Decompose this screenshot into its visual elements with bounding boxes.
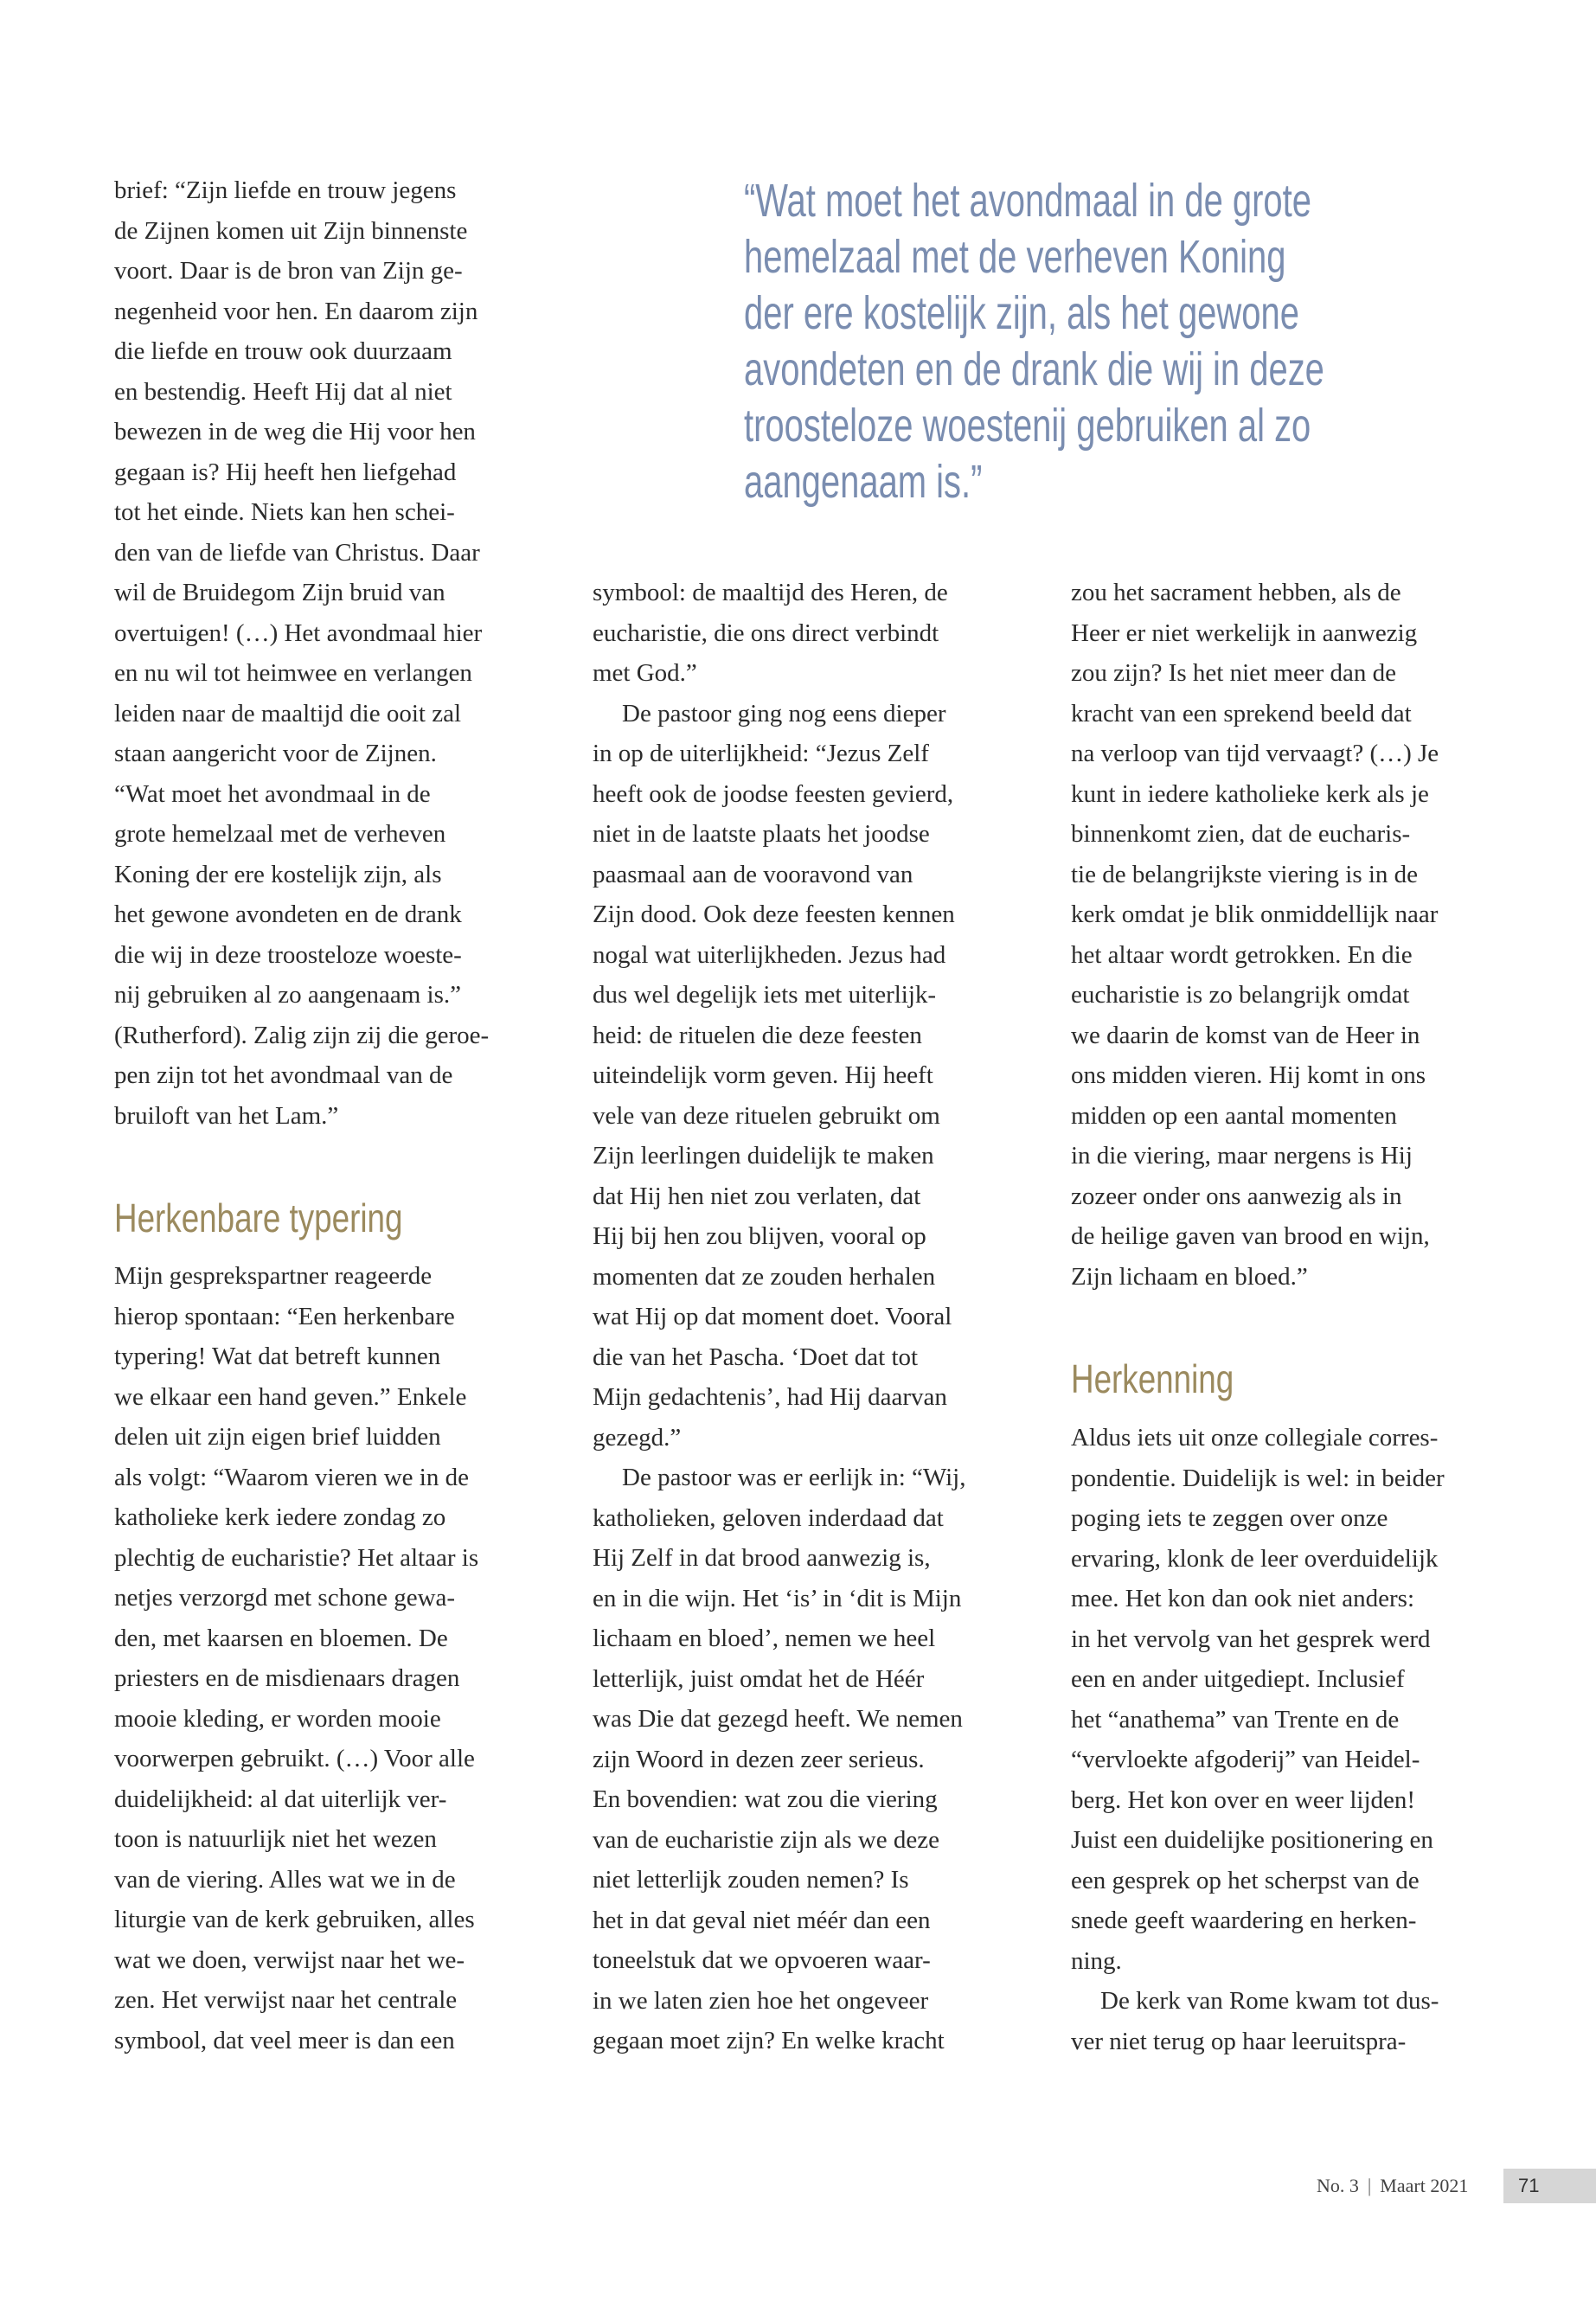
text-line: dus wel degelijk iets met uiterlijk-: [593, 981, 937, 1009]
issue-number: No. 3: [1317, 2175, 1359, 2196]
text-line: gezegd.”: [593, 1423, 682, 1452]
text-line: Aldus iets uit onze collegiale corres-: [1071, 1424, 1439, 1452]
text-line: gegaan moet zijn? En welke kracht: [593, 2027, 945, 2054]
text-line: plechtig de eucharistie? Het altaar is: [114, 1543, 479, 1572]
text-line: kunt in iedere katholieke kerk als je: [1071, 779, 1429, 808]
text-line: de Zijnen komen uit Zijn binnenste: [114, 216, 468, 245]
text-line: leiden naar de maaltijd die ooit zal: [114, 699, 462, 727]
text-line: nogal wat uiterlijkheden. Jezus had: [593, 940, 946, 969]
text-line: in het vervolg van het gesprek werd: [1071, 1625, 1431, 1653]
text-line: “vervloekte afgoderij” van Heidel-: [1071, 1746, 1420, 1773]
text-line: “Wat moet het avondmaal in de: [114, 779, 431, 808]
section-heading-herkenbare-typering: Herkenbare typering: [114, 1195, 403, 1240]
text-line: in we laten zien hoe het ongeveer: [593, 1986, 929, 2015]
text-line: (Rutherford). Zalig zijn zij die geroe-: [114, 1021, 490, 1049]
text-line: mooie kleding, er worden mooie: [114, 1704, 441, 1733]
text-line: met God.”: [593, 659, 697, 687]
text-line: typering! Wat dat betreft kunnen: [114, 1343, 441, 1370]
text-line: wil de Bruidegom Zijn bruid van: [114, 579, 445, 606]
text-line: wat we doen, verwijst naar het we-: [114, 1945, 465, 1974]
text-line: staan aangericht voor de Zijnen.: [114, 740, 437, 767]
text-line: binnenkomt zien, dat de eucharis-: [1071, 820, 1411, 848]
column-3-top: [1071, 573, 1538, 1297]
text-line: ervaring, klonk de leer overduidelijk: [1071, 1544, 1439, 1573]
pull-quote-line: hemelzaal met de verheven Koning: [744, 231, 1286, 283]
pull-quote-line: troosteloze woestenij gebruiken al zo: [744, 400, 1311, 452]
text-line: symbool, dat veel meer is dan een: [114, 2026, 455, 2054]
text-line: voorwerpen gebruikt. (…) Voor alle: [114, 1745, 475, 1772]
text-line: Juist een duidelijke positionering en: [1071, 1826, 1433, 1854]
pull-quote: [744, 173, 1529, 510]
text-line: hierop spontaan: “Een herkenbare: [114, 1302, 455, 1330]
text-line: in op de uiterlijkheid: “Jezus Zelf: [593, 740, 929, 767]
text-line: zozeer onder ons aanwezig als in: [1071, 1182, 1402, 1210]
text-line: katholieken, geloven inderdaad dat: [593, 1503, 944, 1532]
column-1-bottom: [114, 1256, 581, 2061]
page-number: 71: [1518, 2175, 1540, 2196]
text-line: De pastoor was er eerlijk in: “Wij,: [622, 1464, 966, 1491]
text-line: we elkaar een hand geven.” Enkele: [114, 1382, 467, 1411]
text-line: een en ander uitgediept. Inclusief: [1071, 1665, 1405, 1693]
text-line: nij gebruiken al zo aangenaam is.”: [114, 981, 462, 1009]
footer-separator: |: [1367, 2175, 1372, 2196]
issue-date: Maart 2021: [1380, 2175, 1469, 2196]
text-line: voort. Daar is de bron van Zijn ge-: [114, 257, 463, 285]
text-line: bruiloft van het Lam.”: [114, 1101, 339, 1130]
text-line: was Die dat gezegd heeft. We nemen: [593, 1705, 963, 1733]
text-line: heeft ook de joodse feesten gevierd,: [593, 779, 954, 808]
text-line: zen. Het verwijst naar het centrale: [114, 1986, 458, 2014]
text-line: die liefde en trouw ook duurzaam: [114, 337, 452, 365]
text-line: Zijn dood. Ook deze feesten kennen: [593, 901, 955, 928]
text-line: mee. Het kon dan ook niet anders:: [1071, 1585, 1415, 1612]
text-line: Zijn leerlingen duidelijk te maken: [593, 1142, 934, 1170]
text-line: poging iets te zeggen over onze: [1071, 1504, 1388, 1532]
text-line: katholieke kerk iedere zondag zo: [114, 1503, 446, 1531]
footer-issue-info: [1317, 2171, 1468, 2201]
text-line: paasmaal aan de vooravond van: [593, 860, 913, 888]
text-line: pen zijn tot het avondmaal van de: [114, 1061, 453, 1089]
text-line: Heer er niet werkelijk in aanwezig: [1071, 619, 1418, 647]
text-line: den, met kaarsen en bloemen. De: [114, 1624, 448, 1652]
text-line: Mijn gedachtenis’, had Hij daarvan: [593, 1383, 947, 1411]
text-line: vele van deze rituelen gebruikt om: [593, 1101, 940, 1130]
text-line: Koning der ere kostelijk zijn, als: [114, 860, 442, 888]
text-line: ver niet terug op haar leeruitspra-: [1071, 2027, 1407, 2055]
text-line: eucharistie, die ons direct verbindt: [593, 619, 939, 647]
text-line: kracht van een sprekend beeld dat: [1071, 699, 1412, 727]
text-line: en nu wil tot heimwee en verlangen: [114, 659, 472, 687]
text-line: symbool: de maaltijd des Heren, de: [593, 579, 948, 606]
text-line: we daarin de komst van de Heer in: [1071, 1021, 1420, 1049]
text-line: negenheid voor hen. En daarom zijn: [114, 297, 478, 325]
text-line: den van de liefde van Christus. Daar: [114, 538, 480, 567]
text-line: zou het sacrament hebben, als de: [1071, 579, 1401, 606]
text-line: uiteindelijk vorm geven. Hij heeft: [593, 1061, 933, 1089]
pull-quote-line: aangenaam is.”: [744, 456, 983, 508]
text-line: eucharistie is zo belangrijk omdat: [1071, 981, 1410, 1009]
text-line: De kerk van Rome kwam tot dus-: [1100, 1987, 1439, 2015]
text-line: berg. Het kon over en weer lijden!: [1071, 1785, 1416, 1814]
text-line: priesters en de misdienaars dragen: [114, 1664, 460, 1692]
text-line: ning.: [1071, 1946, 1122, 1975]
text-line: niet in de laatste plaats het joodse: [593, 820, 930, 848]
text-line: netjes verzorgd met schone gewa-: [114, 1584, 456, 1612]
text-line: het “anathema” van Trente en de: [1071, 1705, 1400, 1734]
pull-quote-line: “Wat moet het avondmaal in de grote: [744, 175, 1311, 227]
text-line: pondentie. Duidelijk is wel: in beider: [1071, 1464, 1445, 1492]
text-line: duidelijkheid: al dat uiterlijk ver-: [114, 1785, 447, 1813]
text-line: en bestendig. Heeft Hij dat al niet: [114, 377, 452, 406]
pull-quote-line: der ere kostelijk zijn, als het gewone: [744, 287, 1299, 339]
text-line: bewezen in de weg die Hij voor hen: [114, 418, 476, 445]
section-heading-herkenning: Herkenning: [1071, 1356, 1234, 1401]
text-line: een gesprek op het scherpst van de: [1071, 1866, 1420, 1894]
text-line: grote hemelzaal met de verheven: [114, 820, 446, 848]
text-line: lichaam en bloed’, nemen we heel: [593, 1625, 936, 1652]
text-line: letterlijk, juist omdat het de Héér: [593, 1664, 925, 1693]
text-line: heid: de rituelen die deze feesten: [593, 1021, 922, 1049]
text-line: tot het einde. Niets kan hen schei-: [114, 498, 455, 526]
column-2: [593, 573, 1060, 2061]
text-line: het gewone avondeten en de drank: [114, 901, 462, 928]
text-line: de heilige gaven van brood en wijn,: [1071, 1222, 1430, 1250]
text-line: het altaar wordt getrokken. En die: [1071, 940, 1413, 969]
text-line: zijn Woord in dezen zeer serieus.: [593, 1745, 925, 1773]
text-line: liturgie van de kerk gebruiken, alles: [114, 1906, 475, 1933]
text-line: in die viering, maar nergens is Hij: [1071, 1142, 1413, 1170]
text-line: Hij bij hen zou blijven, vooral op: [593, 1222, 926, 1250]
text-line: die van het Pascha. ‘Doet dat tot: [593, 1343, 919, 1371]
text-line: van de eucharistie zijn als we deze: [593, 1825, 939, 1854]
text-line: delen uit zijn eigen brief luidden: [114, 1423, 441, 1451]
text-line: en in die wijn. Het ‘is’ in ‘dit is Mijn: [593, 1584, 962, 1612]
text-line: De pastoor ging nog eens dieper: [622, 699, 946, 727]
text-line: ons midden vieren. Hij komt in ons: [1071, 1061, 1426, 1089]
column-3-bottom: [1071, 1418, 1538, 2061]
text-line: als volgt: “Waarom vieren we in de: [114, 1463, 469, 1491]
text-line: van de viering. Alles wat we in de: [114, 1865, 456, 1894]
pull-quote-line: avondeten en de drank die wij in deze: [744, 343, 1324, 395]
text-line: die wij in deze troosteloze woeste-: [114, 940, 462, 969]
column-1-top: [114, 170, 581, 1136]
text-line: het in dat geval niet méér dan een: [593, 1906, 931, 1934]
text-line: na verloop van tijd vervaagt? (…) Je: [1071, 740, 1439, 767]
text-line: snede geeft waardering en herken-: [1071, 1907, 1417, 1934]
text-line: Hij Zelf in dat brood aanwezig is,: [593, 1544, 931, 1572]
text-line: kerk omdat je blik onmiddellijk naar: [1071, 901, 1439, 928]
text-line: dat Hij hen niet zou verlaten, dat: [593, 1182, 921, 1210]
text-line: toneelstuk dat we opvoeren waar-: [593, 1946, 931, 1974]
text-line: wat Hij op dat moment doet. Vooral: [593, 1303, 952, 1330]
page-number-box: [1503, 2169, 1596, 2203]
text-line: Mijn gesprekspartner reageerde: [114, 1262, 433, 1290]
text-line: En bovendien: wat zou die viering: [593, 1785, 938, 1813]
text-line: toon is natuurlijk niet het wezen: [114, 1825, 437, 1853]
text-line: tie de belangrijkste viering is in de: [1071, 860, 1419, 888]
text-line: niet letterlijk zouden nemen? Is: [593, 1866, 909, 1894]
text-line: overtuigen! (…) Het avondmaal hier: [114, 619, 483, 647]
text-line: momenten dat ze zouden herhalen: [593, 1262, 936, 1291]
text-line: zou zijn? Is het niet meer dan de: [1071, 659, 1397, 687]
text-line: Zijn lichaam en bloed.”: [1071, 1262, 1308, 1291]
text-line: gegaan is? Hij heeft hen liefgehad: [114, 458, 457, 486]
text-line: midden op een aantal momenten: [1071, 1101, 1397, 1130]
text-line: brief: “Zijn liefde en trouw jegens: [114, 176, 457, 204]
